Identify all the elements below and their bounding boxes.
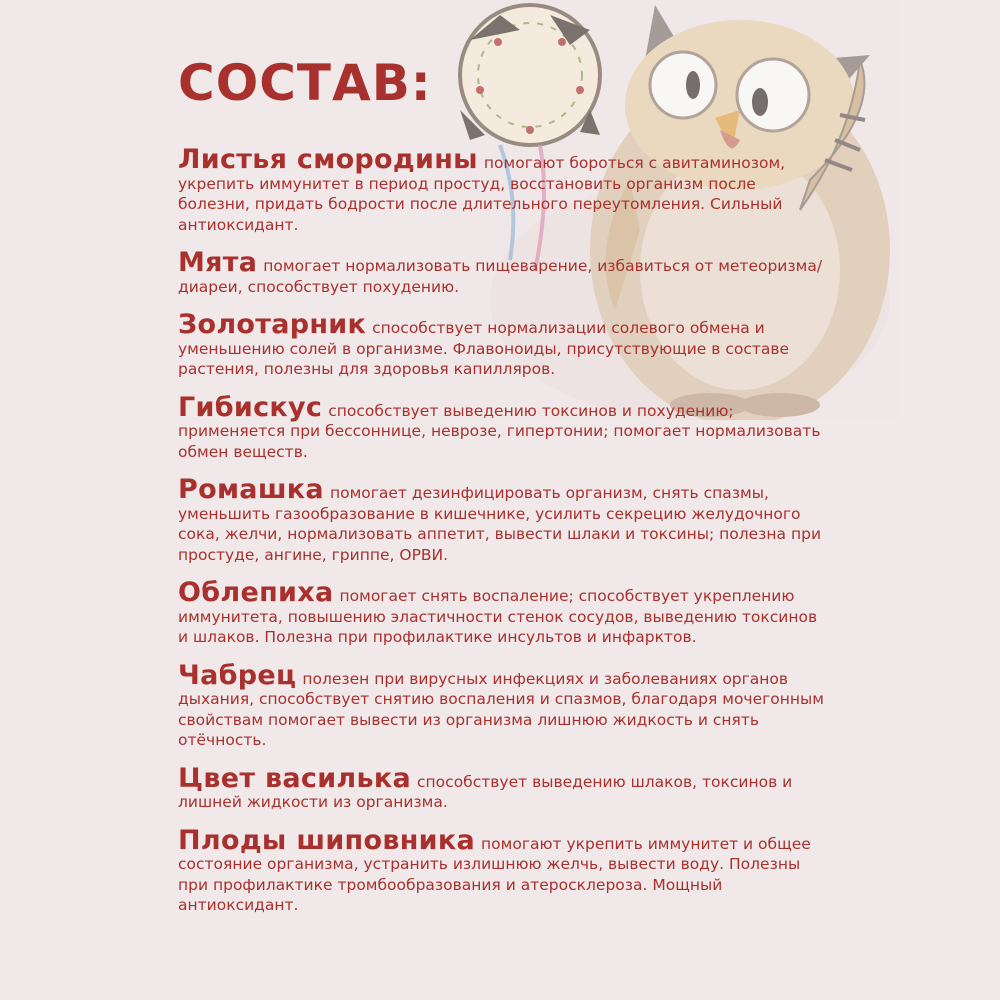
ingredient-name: Листья смородины: [178, 144, 478, 175]
ingredient-item: [178, 144, 828, 235]
ingredient-description: помогает нормализовать пищеварение, избавиться от метеоризма/диареи, способствует похудению.: [178, 257, 823, 296]
ingredient-description: помогает снять воспаление; способствует укреплению иммунитета, повышению эластичности стенок сосудов, выведению токсинов и шлаков. Полезна при профилактике инсультов и инфарктов.: [178, 587, 818, 646]
page-title: СОСТАВ:: [178, 54, 432, 112]
ingredient-name: Цвет василька: [178, 762, 412, 794]
ingredient-name: Чабрец: [178, 659, 297, 691]
ingredient-description: способствует нормализации солевого обмена и уменьшению солей в организме. Флавоноиды, присутствующие в составе растения, полезны для здоровья капилляров.: [178, 319, 790, 378]
ingredient-name: Облепиха: [178, 577, 334, 608]
ingredient-description: способствует выведению шлаков, токсинов и лишней жидкости из организма.: [178, 772, 793, 811]
ingredient-item: [178, 824, 828, 916]
ingredient-name: Плоды шиповника: [178, 824, 476, 856]
ingredient-item: [178, 474, 828, 565]
ingredient-description: полезен при вирусных инфекциях и заболеваниях органов дыхания, способствует снятию воспаления и спазмов, благодаря мочегонным свойствам помогает вывести из организма лишнюю жидкость и снять отёчность.: [178, 669, 824, 749]
ingredient-name: Мята: [178, 247, 258, 278]
ingredient-name: Гибискус: [178, 391, 323, 423]
ingredient-item: [178, 247, 828, 297]
ingredient-item: [178, 762, 828, 813]
ingredient-description: способствует выведению токсинов и похудению; применяется при бессоннице, неврозе, гипертонии; помогает нормализовать обмен веществ.: [178, 401, 821, 461]
ingredient-name: Золотарник: [178, 309, 367, 340]
ingredient-list: [178, 144, 828, 934]
ingredient-item: [178, 309, 828, 380]
ingredient-name: Ромашка: [178, 474, 324, 505]
ingredient-description: помогают бороться с авитаминозом, укрепить иммунитет в период простуд, восстановить организм после болезни, придать бодрости после длительного переутомления. Сильный антиоксидант.: [178, 154, 786, 234]
ingredient-description: помогают укрепить иммунитет и общее состояние организма, устранить излишнюю желчь, вывести воду. Полезны при профилактике тромбообразования и атеросклероза. Мощный антиоксидант.: [178, 834, 811, 914]
ingredient-item: [178, 391, 828, 463]
ingredient-item: [178, 659, 828, 751]
ingredient-item: [178, 577, 828, 648]
ingredient-description: помогает дезинфицировать организм, снять спазмы, уменьшить газообразование в кишечнике, усилить секрецию желудочного сока, желчи, нормализовать аппетит, вывести шлаки и токсины; полезна при простуде, ангине, гриппе, ОРВИ.: [178, 484, 822, 564]
